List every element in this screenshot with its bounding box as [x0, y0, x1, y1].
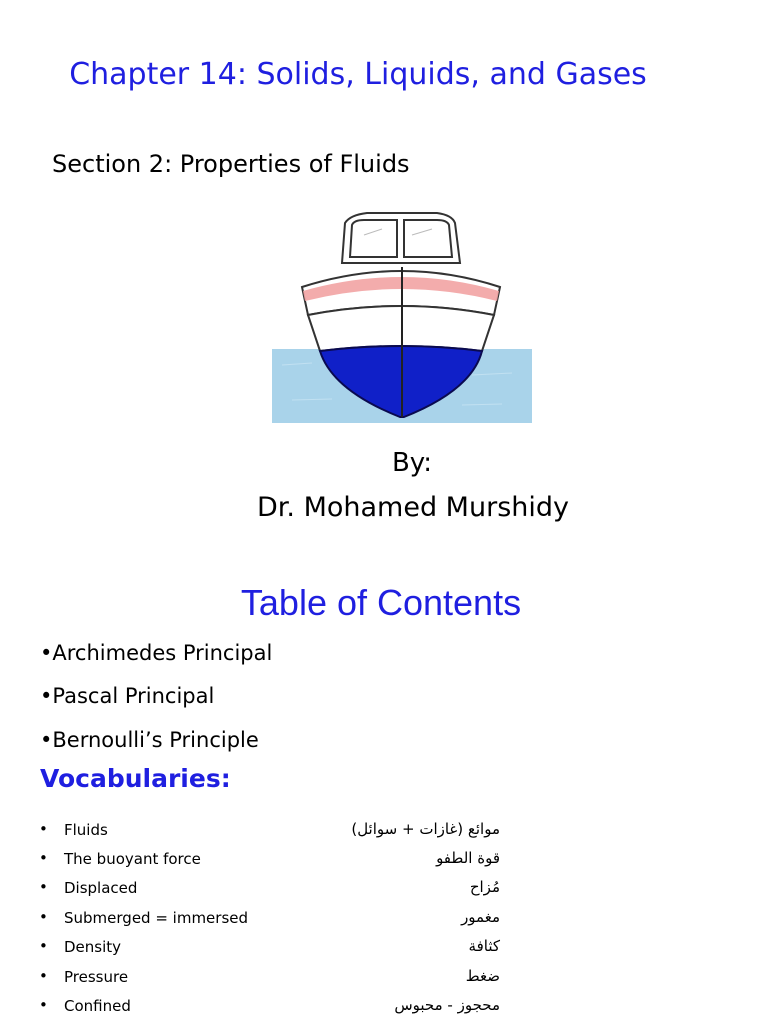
vocab-translation: مُزاح: [469, 878, 500, 896]
vocab-title: Vocabularies:: [40, 764, 231, 793]
vocab-translation: كثافة: [468, 937, 500, 955]
section-title: Section 2: Properties of Fluids: [52, 150, 410, 178]
toc-item-pascal: •Pascal Principal: [40, 684, 215, 708]
bullet: •: [39, 820, 48, 838]
bullet: •: [39, 967, 48, 985]
vocab-term: Displaced: [64, 879, 138, 897]
toc-title: Table of Contents: [240, 582, 522, 623]
vocab-translation: مغمور: [461, 908, 500, 926]
bullet: •: [39, 996, 48, 1014]
vocab-row: [0, 996, 768, 1020]
bullet: •: [39, 878, 48, 896]
vocab-term: The buoyant force: [64, 850, 201, 868]
vocab-row: [0, 849, 768, 873]
vocab-term: Fluids: [64, 821, 108, 839]
vocab-row: [0, 967, 768, 991]
bullet: •: [39, 937, 48, 955]
vocab-translation: محجوز - محبوس: [394, 996, 500, 1014]
toc-item-bernoulli: •Bernoulli’s Principle: [40, 728, 259, 752]
vocab-term: Pressure: [64, 968, 129, 986]
vocab-translation: موائع (غازات + سوائل): [351, 820, 500, 838]
vocab-row: [0, 878, 768, 902]
vocab-term: Submerged = immersed: [64, 909, 249, 927]
vocab-translation: قوة الطفو: [436, 849, 500, 867]
vocab-row: [0, 908, 768, 932]
by-label: By:: [391, 448, 433, 478]
vocab-translation: ضغط: [465, 967, 500, 985]
vocab-row: [0, 820, 768, 844]
author-name: Dr. Mohamed Murshidy: [257, 492, 569, 523]
vocab-row: [0, 937, 768, 961]
bullet: •: [39, 908, 48, 926]
vocab-term: Density: [64, 938, 122, 956]
bullet: •: [39, 849, 48, 867]
vocab-term: Confined: [64, 997, 131, 1015]
toc-item-archimedes: •Archimedes Principal: [40, 641, 273, 665]
chapter-title: Chapter 14: Solids, Liquids, and Gases: [69, 57, 647, 92]
boat-in-water-icon: [272, 205, 532, 425]
